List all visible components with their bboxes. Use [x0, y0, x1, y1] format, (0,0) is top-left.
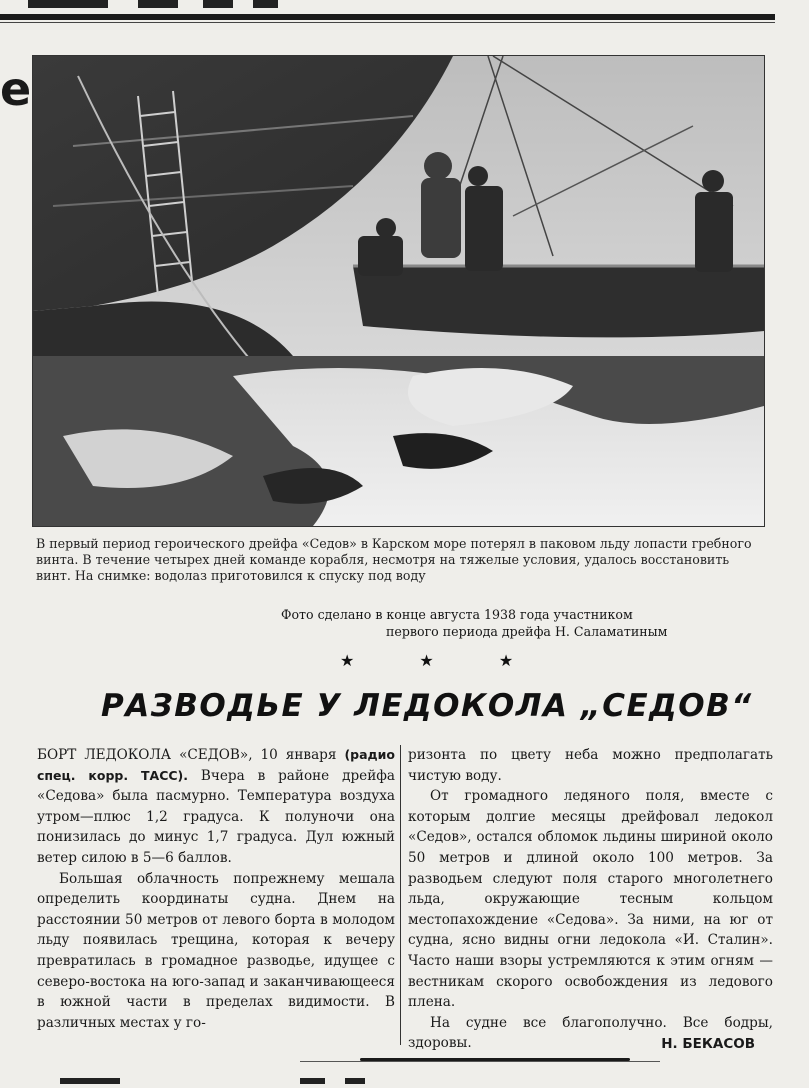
dateline: БОРТ ЛЕДОКОЛА «СЕДОВ», 10 января: [37, 747, 337, 763]
caption-text: В первый период героического дрейфа «Седов» в Карском море потерял в паковом льду лопасти гребного винта. В течение четырех дней команде корабля, несмотря на тяжелые условия, удалось восстановить винт. На снимке: водолаз приготовился к спуску под воду: [36, 536, 752, 584]
photo-caption: [36, 536, 766, 585]
side-letter-fragment: е: [0, 62, 32, 116]
bottom-rule-thin: [300, 1061, 660, 1062]
credit-line-2: первого периода дрейфа Н. Саламатиным: [386, 623, 668, 639]
article-paragraph: ризонта по цвету неба можно предполагать чистую воду.: [408, 747, 773, 784]
top-rule: [0, 14, 775, 20]
footer-fragment: [60, 1078, 120, 1084]
photo-credit: [36, 607, 766, 640]
news-source: (радио спец. корр. ТАСС).: [37, 747, 395, 783]
author-name: Н. БЕКАСОВ: [661, 1035, 755, 1052]
article-column-left: [37, 745, 395, 1033]
article-headline: РАЗВОДЬЕ У ЛЕДОКОЛА „СЕДОВ“: [101, 688, 753, 724]
article-paragraph: От громадного ледяного поля, вместе с которым долгие месяцы дрейфовал ледокол «Седов», остался обломок льдины шириной около 50 метров и длиной около 100 метров. За разводьем следуют поля старого многолетнего льда, окружающие тесным кольцом местопахождение «Седова». За ними, на юг от судна, ясно видны огни ледокола «И. Сталин». Часто наши взоры устремляются к этим огням — вестникам скорого освобождения из ледового плена.: [408, 788, 773, 1011]
article-column-right: [408, 745, 773, 1055]
footer-fragment: [345, 1078, 365, 1084]
credit-line-1: Фото сделано в конце августа 1938 года участником: [281, 607, 633, 622]
masthead-fragment: [28, 0, 308, 10]
article-paragraph: На судне все благополучно. Все бодры, здоровы.: [408, 1014, 773, 1052]
photo-illustration: [33, 56, 764, 526]
column-divider: [400, 745, 401, 1045]
article-paragraph: Большая облачность попрежнему мешала определить координаты судна. Днем на расстоянии 50 метров от левого борта в молодом льду появилась трещина, которая к вечеру превратилась в громадное разводье, идущее с северо-востока на юго-запад и заканчивающееся в южной части в пределах видимости. В различных местах у го-: [37, 870, 395, 1031]
footer-fragment: [300, 1078, 325, 1084]
paragraph-text: Вчера в районе дрейфа «Седова» была пасмурно. Температура воздуха утром—плюс 1,2 градуса. К полуночи она понизилась до минус 1,7 градуса. Дул южный ветер силою в 5—6 баллов.: [37, 767, 395, 866]
article-paragraph: [37, 745, 395, 869]
top-rule-thin: [0, 22, 775, 23]
news-photo: [32, 55, 765, 527]
section-separator: ★ ★ ★: [340, 651, 544, 670]
